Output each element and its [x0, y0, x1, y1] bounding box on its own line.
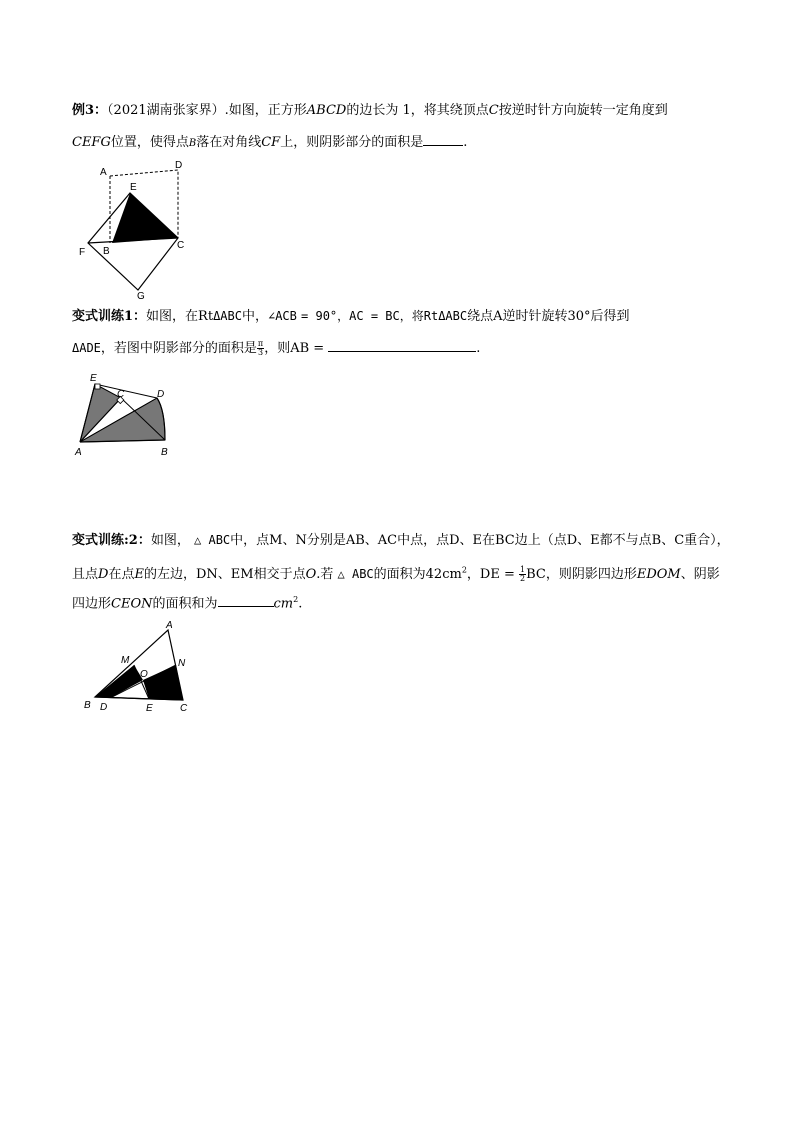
- v2-text: 且点: [72, 567, 99, 582]
- v2-sup: 2: [461, 565, 467, 575]
- v2-text: .: [298, 596, 303, 612]
- v1-text: = 90°，AC = BC，将Rt: [301, 309, 439, 323]
- frac-den: 3: [258, 348, 264, 357]
- v1-text: ∠ACB: [267, 309, 297, 323]
- ex3-text: 落在对角线: [196, 135, 262, 150]
- ex3-var: ABCD: [306, 103, 347, 118]
- ex3-text: 的边长为: [346, 103, 399, 118]
- v1-text: ΔABC: [438, 309, 468, 323]
- v2-text: △ ABC: [194, 533, 231, 547]
- v2-var: O: [305, 567, 317, 582]
- v2-text: 的面积为42cm: [373, 567, 462, 582]
- ex3-label-f: F: [79, 247, 86, 258]
- v1-text: 如图，在Rt: [146, 309, 214, 324]
- v2-label-b: B: [84, 700, 91, 711]
- v2-unit: cm: [273, 596, 294, 612]
- ex3-text: ，将其绕顶点: [410, 103, 489, 118]
- v1-label-e: E: [90, 373, 97, 384]
- v1-text: 中，: [241, 309, 268, 324]
- v2-label-n: N: [178, 658, 186, 669]
- v2-label-d: D: [100, 702, 108, 713]
- ex3-label-d: D: [175, 160, 183, 171]
- ex3-label-g: G: [137, 291, 145, 302]
- frac-num: π: [257, 339, 264, 348]
- frac-num: 1: [520, 565, 526, 574]
- v1-text: .: [476, 341, 481, 356]
- v2-text: .若: [316, 567, 334, 582]
- v2-label-a: A: [166, 620, 173, 631]
- v2-label-c: C: [180, 703, 188, 714]
- ex3-text: 位置，使得点: [110, 135, 189, 150]
- ex3-var: CF: [261, 135, 281, 150]
- ex3-label: 例3：: [72, 103, 108, 118]
- v2-text: 的面积和为: [152, 596, 218, 612]
- v2-text: ，DE =: [466, 567, 515, 582]
- ex3-number: 1: [402, 103, 411, 118]
- v2-text: 在点: [108, 567, 135, 582]
- v2-text: 、阴影: [680, 567, 720, 582]
- v2-text: △ ABC: [337, 567, 374, 581]
- ex3-text: 上，则阴影部分的面积是: [280, 135, 424, 150]
- v1-text: ，则AB =: [264, 341, 325, 356]
- v1-label-a: A: [75, 447, 82, 458]
- v2-label-e: E: [146, 703, 153, 714]
- ex3-text: .: [463, 135, 468, 150]
- v1-text: 绕点A逆时针旋转30°后得到: [467, 309, 630, 324]
- frac-den: 2: [520, 574, 526, 583]
- ex3-var: C: [488, 103, 499, 118]
- ex3-text: 按逆时针方向旋转一定角度到: [498, 103, 668, 118]
- v2-var: CEON: [111, 596, 153, 612]
- v1-text: ΔADE: [72, 341, 101, 355]
- v2-label-m: M: [121, 655, 130, 666]
- v2-label: 变式训练:2：: [72, 533, 151, 548]
- v1-label-c: C: [117, 389, 125, 400]
- v1-label-d: D: [157, 389, 165, 400]
- ex3-text: .如图，正方形: [224, 103, 307, 118]
- ex3-label-b: B: [103, 246, 110, 257]
- ex3-label-a: A: [100, 167, 107, 178]
- v2-var: E: [134, 567, 144, 582]
- ex3-label-c: C: [177, 240, 185, 251]
- v2-text: BC，则阴影四边形: [526, 567, 637, 582]
- v1-text: ，若图中阴影部分的面积是: [100, 341, 257, 356]
- v2-text: 四边形: [72, 596, 112, 612]
- v2-sup: 2: [293, 595, 299, 604]
- v2-label-o: O: [140, 669, 148, 680]
- ex3-label-e: E: [130, 182, 137, 193]
- v2-text: 的左边，DN、EM相交于点: [143, 567, 306, 582]
- v2-var: EDOM: [636, 567, 681, 582]
- ex3-var: B: [188, 138, 197, 149]
- ex3-source: （2021湖南张家界）: [107, 103, 225, 118]
- v2-text: 中，点M、N分别是AB、AC中点，点D、E在BC边上（点D、E都不与点B、C重合），: [230, 533, 730, 548]
- ex3-var: CEFG: [72, 135, 111, 150]
- v1-label: 变式训练1：: [72, 309, 147, 324]
- v1-label-b: B: [161, 447, 168, 458]
- v1-text: ΔABC: [213, 309, 242, 323]
- v2-text: 如图，: [150, 533, 190, 548]
- shaded-ceon: [143, 665, 183, 700]
- v2-var: D: [98, 567, 109, 582]
